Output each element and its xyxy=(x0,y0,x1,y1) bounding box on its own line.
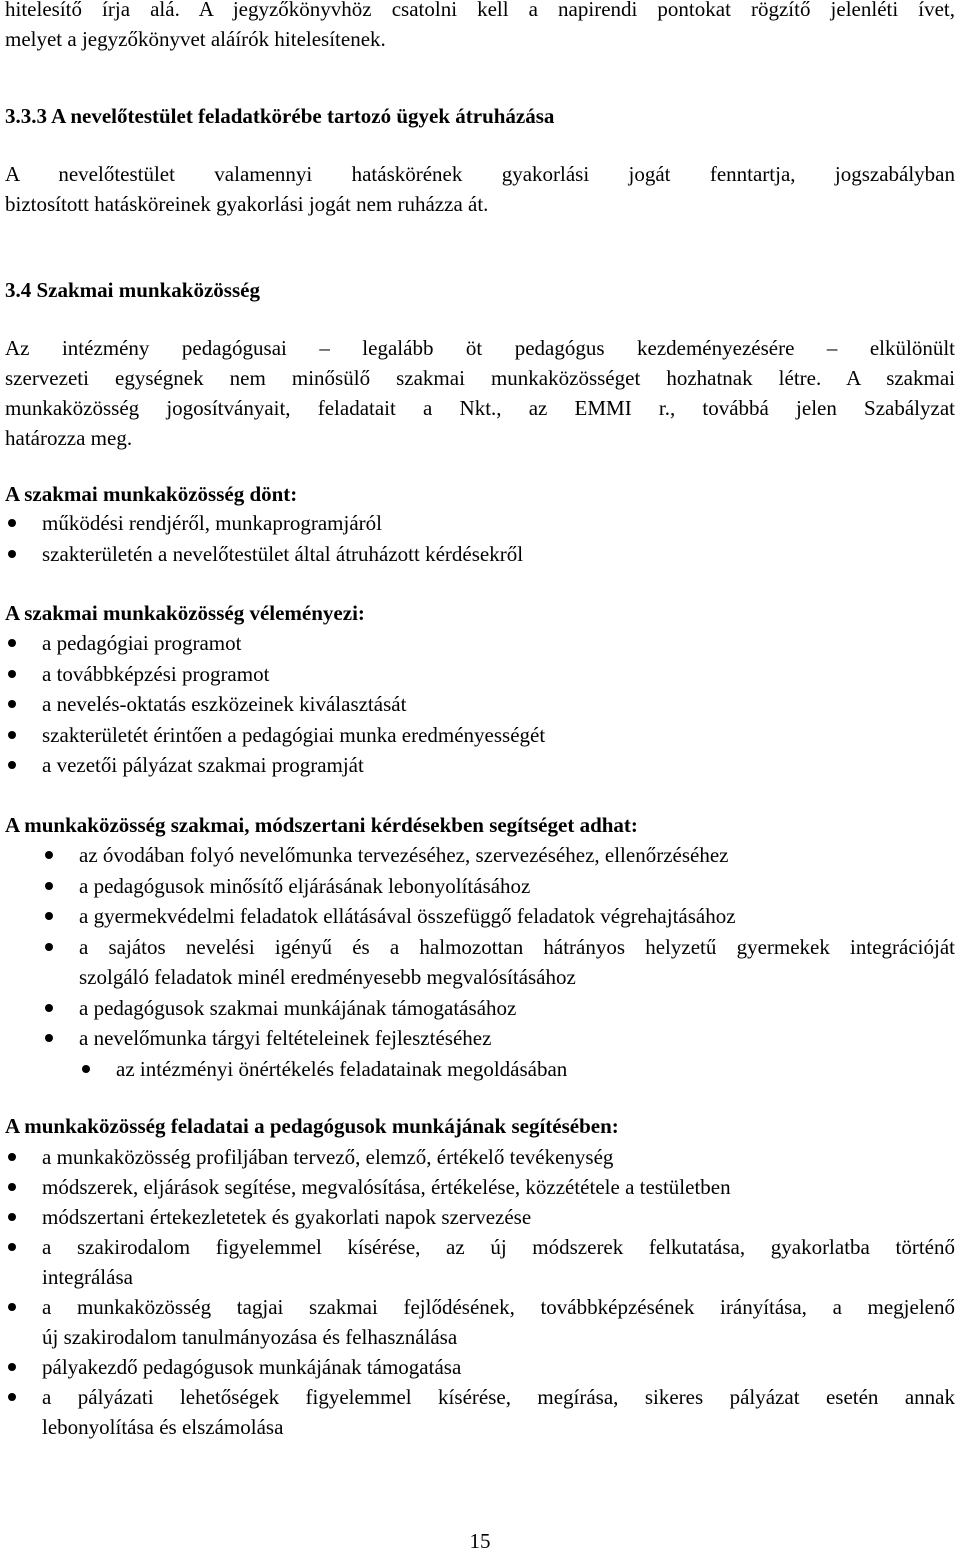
list-heading: A munkaközösség szakmai, módszertani kérdésekben segítséget adhat: xyxy=(5,813,638,837)
intro-line: hitelesítő írja alá. A jegyzőkönyvhöz csatolni kell a napirendi pontokat rögzítő jelenléti ívet, xyxy=(5,0,955,21)
list-item-continuation: lebonyolítása és elszámolása xyxy=(42,1415,284,1439)
list-item: az óvodában folyó nevelőmunka tervezéséhez, szervezéséhez, ellenőrzéséhez xyxy=(5,840,955,871)
list-heading: A szakmai munkaközösség véleményezi: xyxy=(5,601,365,625)
list-item: a nevelés-oktatás eszközeinek kiválasztását xyxy=(5,689,955,720)
velemenyezi-list xyxy=(5,628,955,781)
paragraph-line: Az intézmény pedagógusai – legalább öt pedagógus kezdeményezésére – elkülönült xyxy=(5,336,955,360)
list-item: a pedagógusok szakmai munkájának támogatásához xyxy=(5,993,955,1024)
list-item: a pedagógiai programot xyxy=(5,628,955,659)
segitseg-section xyxy=(5,810,955,840)
sub-list-item: az intézményi önértékelés feladatainak megoldásában xyxy=(5,1054,955,1085)
list-item: a sajátos nevelési igényű és a halmozottan hátrányos helyzetű gyermekek integrációját xyxy=(5,932,955,963)
list-heading: A szakmai munkaközösség dönt: xyxy=(5,482,298,506)
list-item: módszerek, eljárások segítése, megvalósítása, értékelése, közzététele a testületben xyxy=(5,1172,955,1202)
list-item: pályakezdő pedagógusok munkájának támogatása xyxy=(5,1352,955,1382)
section-34-paragraph xyxy=(5,333,955,453)
dont-section xyxy=(5,479,955,509)
list-item: a továbbképzési programot xyxy=(5,659,955,690)
segitseg-list xyxy=(5,840,955,1084)
list-item: a munkaközösség profiljában tervező, elemző, értékelő tevékenység xyxy=(5,1142,955,1172)
paragraph-line: biztosított hatásköreinek gyakorlási jogát nem ruházza át. xyxy=(5,192,489,216)
list-item-continuation: integrálása xyxy=(42,1265,133,1289)
section-333-paragraph xyxy=(5,159,955,219)
list-item: a munkaközösség tagjai szakmai fejlődésének, továbbképzésének irányítása, a megjelenő xyxy=(5,1292,955,1322)
list-item: működési rendjéről, munkaprogramjáról xyxy=(5,508,955,539)
section-333 xyxy=(5,101,955,131)
paragraph-line: A nevelőtestület valamennyi hatáskörének gyakorlási jogát fenntartja, jogszabályban xyxy=(5,162,955,186)
list-item: a pályázati lehetőségek figyelemmel kísérése, megírása, sikeres pályázat esetén annak xyxy=(5,1382,955,1412)
page-number: 15 xyxy=(469,1529,491,1553)
dont-list xyxy=(5,508,955,569)
list-item: a pedagógusok minősítő eljárásának lebonyolításához xyxy=(5,871,955,902)
list-item: a vezetői pályázat szakmai programját xyxy=(5,750,955,781)
list-item: szakterületét érintően a pedagógiai munka eredményességét xyxy=(5,720,955,751)
list-item: szakterületén a nevelőtestület által átruházott kérdésekről xyxy=(5,539,955,570)
paragraph-line: szervezeti egységnek nem minősülő szakmai munkaközösséget hozhatnak létre. A szakmai xyxy=(5,366,955,390)
list-item: módszertani értekezletetek és gyakorlati napok szervezése xyxy=(5,1202,955,1232)
paragraph-line: határozza meg. xyxy=(5,426,133,450)
paragraph-line: munkaközösség jogosítványait, feladatait a Nkt., az EMMI r., továbbá jelen Szabályzat xyxy=(5,396,955,420)
intro-paragraph xyxy=(5,0,955,54)
feladatai-section xyxy=(5,1111,955,1141)
section-heading: 3.4 Szakmai munkaközösség xyxy=(5,278,260,302)
list-heading: A munkaközösség feladatai a pedagógusok munkájának segítésében: xyxy=(5,1114,619,1138)
section-34 xyxy=(5,275,955,305)
feladatai-list xyxy=(5,1142,955,1442)
list-item: a nevelőmunka tárgyi feltételeinek fejlesztéséhez xyxy=(5,1023,955,1054)
section-heading: 3.3.3 A nevelőtestület feladatkörébe tartozó ügyek átruházása xyxy=(5,104,555,128)
list-item-continuation: szolgáló feladatok minél eredményesebb megvalósításához xyxy=(79,965,576,989)
list-item-continuation: új szakirodalom tanulmányozása és felhasználása xyxy=(42,1325,458,1349)
velemenyezi-section xyxy=(5,598,955,628)
intro-line: melyet a jegyzőkönyvet aláírók hitelesítenek. xyxy=(5,27,386,51)
list-item: a szakirodalom figyelemmel kísérése, az új módszerek felkutatása, gyakorlatba történő xyxy=(5,1232,955,1262)
list-item: a gyermekvédelmi feladatok ellátásával összefüggő feladatok végrehajtásához xyxy=(5,901,955,932)
